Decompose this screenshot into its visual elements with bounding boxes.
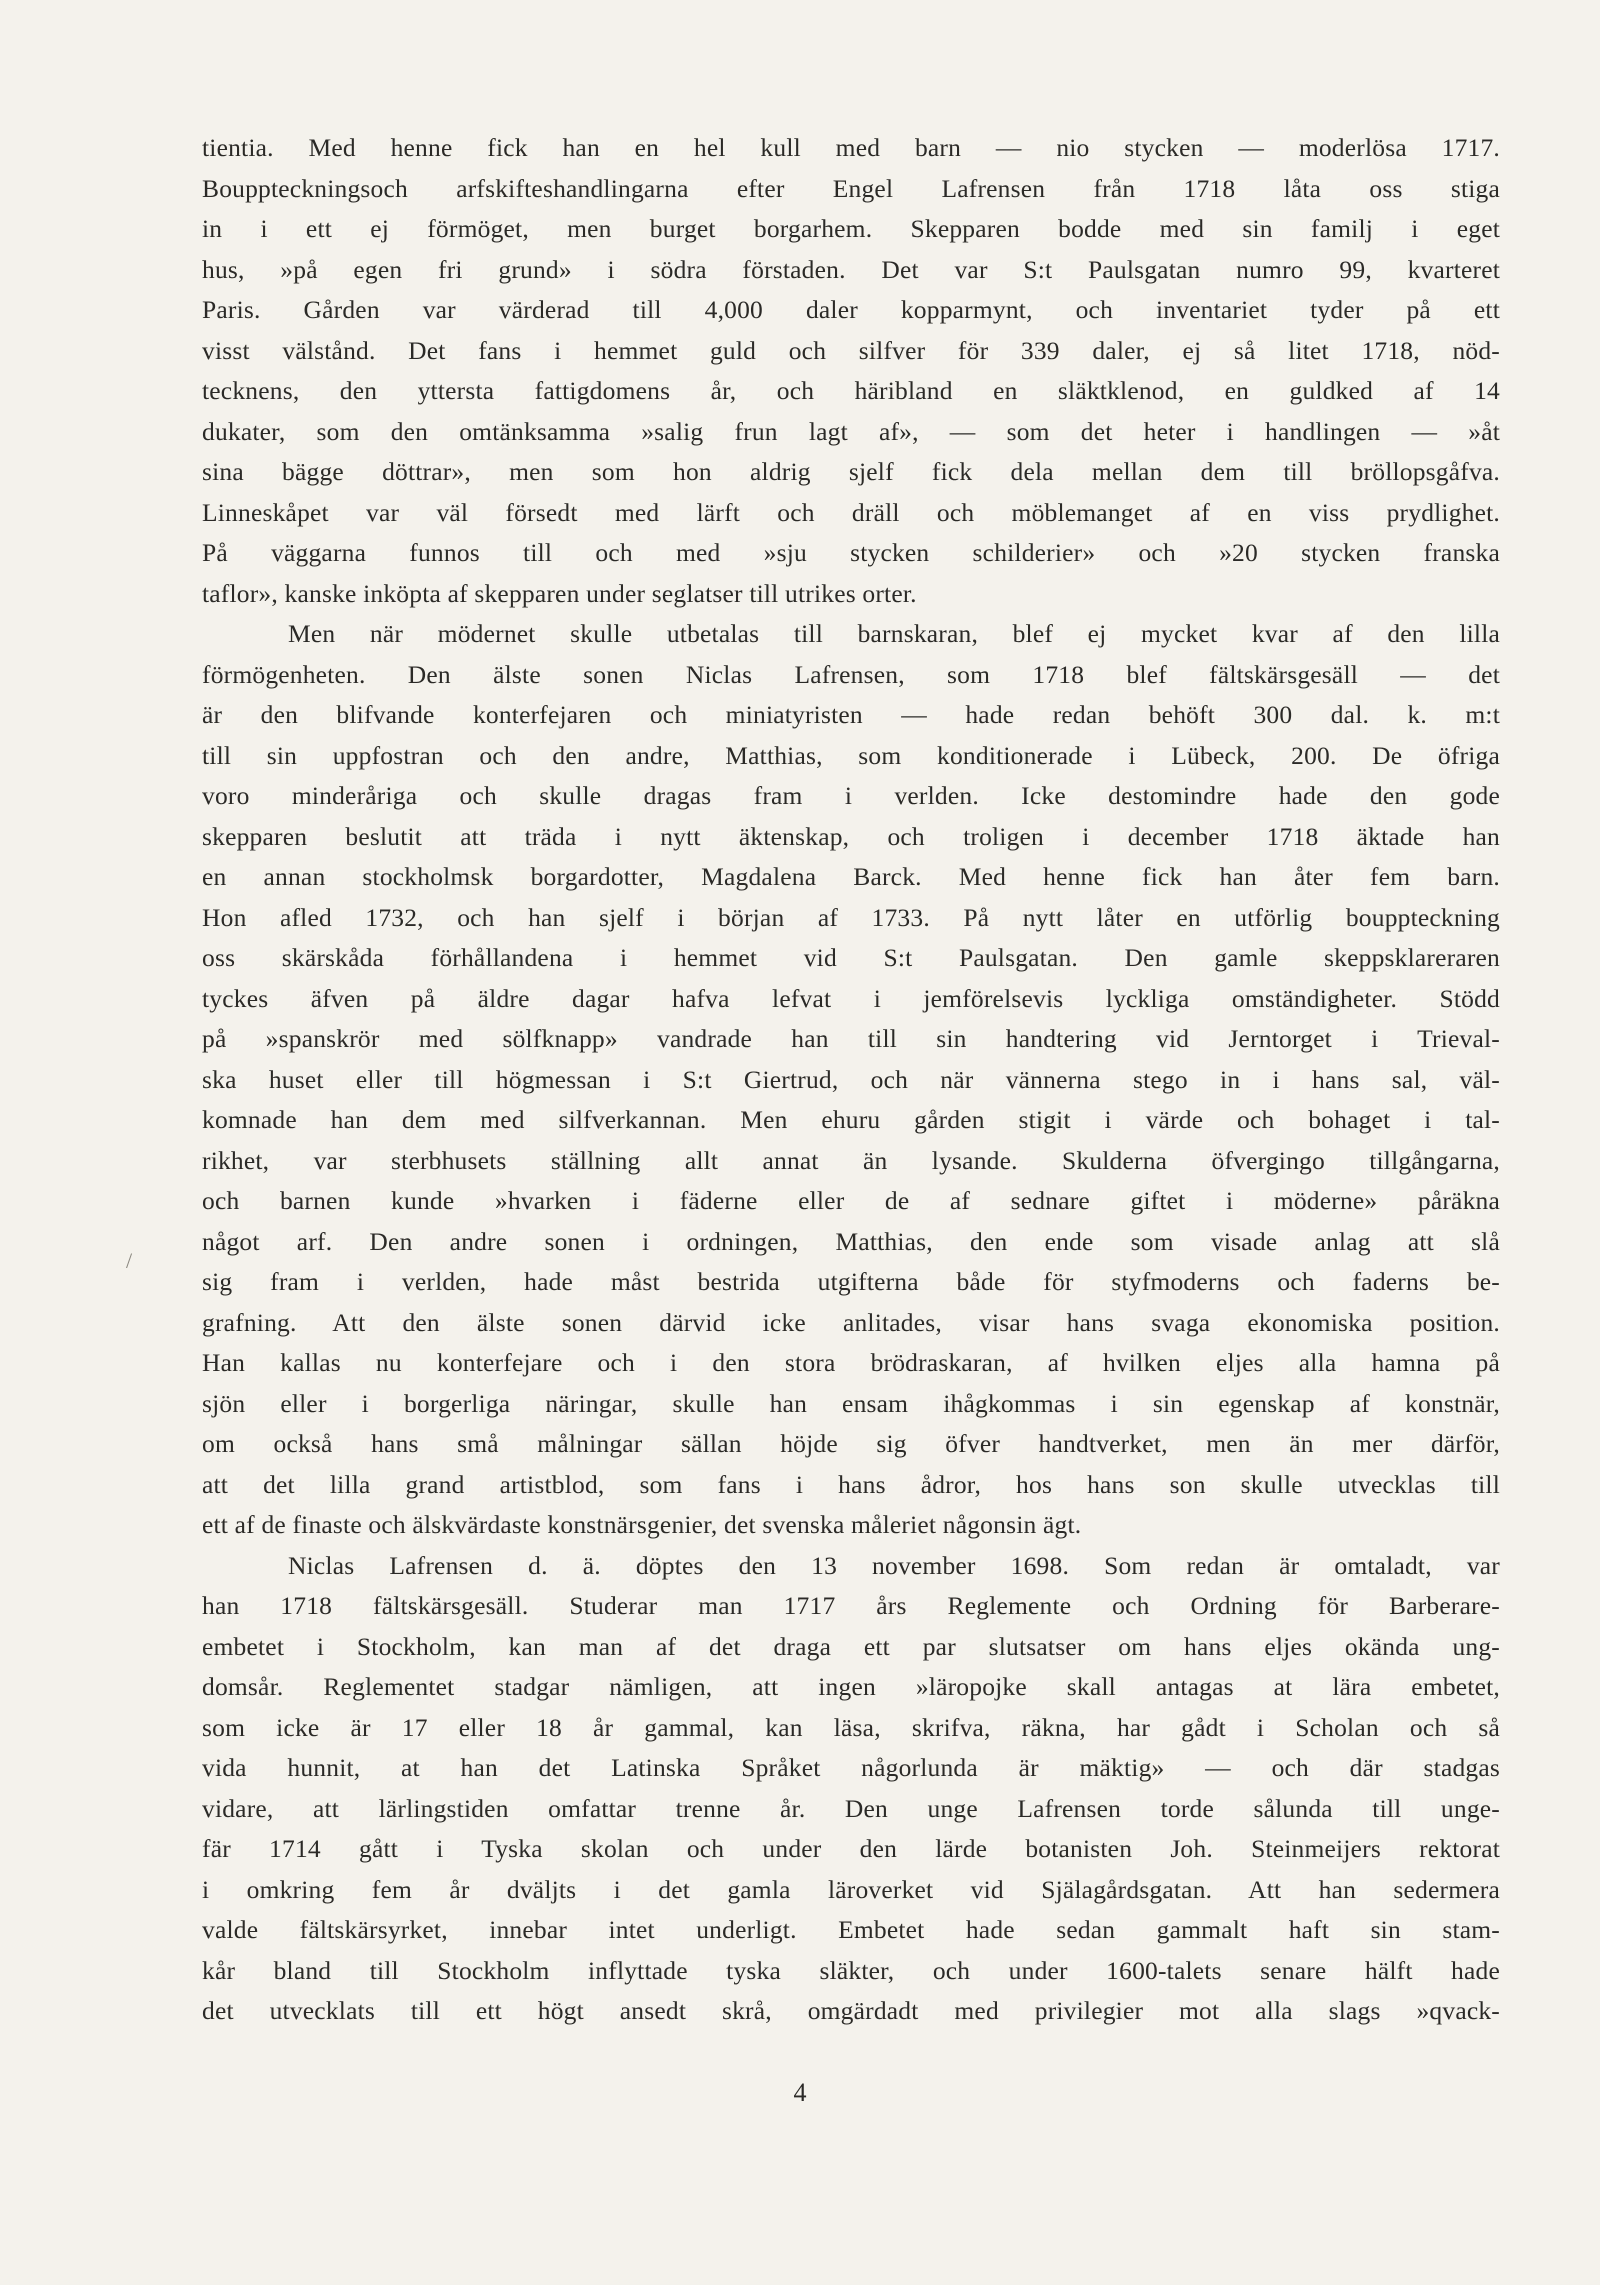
text-line: dukater, som den omtänksamma »salig frun lagt af», — som det heter i handlingen — »åt — [202, 416, 1500, 446]
text-line: voro minderåriga och skulle dragas fram i verlden. Icke destomindre hade den gode — [202, 781, 1500, 810]
text-line: ska huset eller till högmessan i S:t Giertrud, och när vännerna stego in i hans sal, väl- — [202, 1064, 1500, 1094]
text-line: Men när mödernet skulle utbetalas till barnskaran, blef ej mycket kvar af den lilla — [288, 619, 1500, 648]
margin-mark: / — [126, 1248, 133, 1273]
text-line: tyckes äfven på äldre dagar hafva lefvat i jemförelsevis lyckliga omständigheter. Stödd — [202, 983, 1500, 1013]
text-line: att det lilla grand artistblod, som fans i hans ådror, hos hans son skulle utvecklas till — [202, 1469, 1500, 1499]
text-line: tientia. Med henne fick han en hel kull med barn — nio stycken — moderlösa 1717. — [202, 133, 1500, 162]
text-line: embetet i Stockholm, kan man af det draga ett par slutsatser om hans eljes okända ung- — [202, 1631, 1500, 1661]
text-line: På väggarna funnos till och med »sju stycken schilderier» och »20 stycken franska — [202, 538, 1500, 567]
text-line: han 1718 fältskärsgesäll. Studerar man 1717 års Reglemente och Ordning för Barberare- — [202, 1591, 1500, 1620]
page-number: 4 — [793, 2078, 807, 2107]
text-line: förmögenheten. Den älste sonen Niclas Lafrensen, som 1718 blef fältskärsgesäll — det — [202, 659, 1500, 689]
text-line: oss skärskåda förhållandena i hemmet vid S:t Paulsgatan. Den gamle skeppsklareraren — [202, 943, 1500, 972]
text-line: valde fältskärsyrket, innebar intet underligt. Embetet hade sedan gammalt haft sin stam- — [202, 1915, 1500, 1944]
text-line: det utvecklats till ett högt ansedt skrå, omgärdadt med privilegier mot alla slags »qvack- — [202, 1996, 1500, 2025]
text-line: rikhet, var sterbhusets ställning allt annat än lysande. Skulderna öfvergingo tillgångarna, — [202, 1145, 1500, 1175]
text-line: grafning. Att den älste sonen därvid icke anlitades, visar hans svaga ekonomiska position. — [202, 1307, 1500, 1337]
text-line: på »spanskrör med sölfknapp» vandrade han till sin handtering vid Jerntorget i Trieval- — [202, 1024, 1500, 1053]
text-line: Niclas Lafrensen d. ä. döptes den 13 november 1698. Som redan är omtaladt, var — [288, 1550, 1500, 1580]
text-line: är den blifvande konterfejaren och miniatyristen — hade redan behöft 300 dal. k. m:t — [202, 700, 1500, 729]
text-line: i omkring fem år dväljts i det gamla läroverket vid Själagårdsgatan. Att han sedermera — [202, 1874, 1500, 1904]
text-line: domsår. Reglementet stadgar nämligen, att ingen »läropojke skall antagas at lära embetet, — [202, 1672, 1500, 1701]
text-line: kår bland till Stockholm inflyttade tyska släkter, och under 1600-talets senare hälft hade — [202, 1955, 1500, 1985]
text-line: och barnen kunde »hvarken i fäderne eller de af sednare giftet i möderne» påräkna — [202, 1186, 1500, 1215]
text-line: skepparen beslutit att träda i nytt äktenskap, och troligen i december 1718 äktade han — [202, 821, 1500, 851]
text-line: Hon afled 1732, och han sjelf i början af 1733. På nytt låter en utförlig bouppteckning — [202, 902, 1500, 932]
text-line: taflor», kanske inköpta af skepparen under seglatser till utrikes orter. — [202, 578, 917, 608]
text-line: något arf. Den andre sonen i ordningen, Matthias, den ende som visade anlag att slå — [202, 1226, 1500, 1256]
text-line: en annan stockholmsk borgardotter, Magdalena Barck. Med henne fick han åter fem barn. — [202, 862, 1500, 891]
text-line: Bouppteckningsoch arfskifteshandlingarna efter Engel Lafrensen från 1718 låta oss stiga — [202, 173, 1500, 203]
text-line: sig fram i verlden, hade måst bestrida utgifterna både för styfmoderns och faderns be- — [202, 1267, 1500, 1296]
text-line: till sin uppfostran och den andre, Matthias, som konditionerade i Lübeck, 200. De öfriga — [202, 740, 1500, 770]
text-line: om också hans små målningar sällan höjde sig öfver handtverket, men än mer därför, — [202, 1429, 1500, 1458]
text-line: hus, »på egen fri grund» i södra förstaden. Det var S:t Paulsgatan numro 99, kvarteret — [202, 254, 1500, 284]
text-line: Han kallas nu konterfejare och i den stora brödraskaran, af hvilken eljes alla hamna på — [202, 1348, 1500, 1377]
text-line: Paris. Gården var värderad till 4,000 daler kopparmynt, och inventariet tyder på ett — [202, 295, 1500, 324]
text-line: vidare, att lärlingstiden omfattar trenne år. Den unge Lafrensen torde sålunda till unge- — [202, 1793, 1500, 1823]
text-line: som icke är 17 eller 18 år gammal, kan läsa, skrifva, räkna, har gådt i Scholan och så — [202, 1712, 1500, 1742]
text-line: komnade han dem med silfverkannan. Men ehuru gården stigit i värde och bohaget i tal- — [202, 1105, 1500, 1134]
text-line: sina bägge döttrar», men som hon aldrig sjelf fick dela mellan dem till bröllopsgåfva. — [202, 457, 1500, 486]
text-line: visst välstånd. Det fans i hemmet guld och silfver för 339 daler, ej så litet 1718, nöd- — [202, 335, 1500, 365]
text-line: sjön eller i borgerliga näringar, skulle han ensam ihågkommas i sin egenskap af konstnär, — [202, 1388, 1500, 1418]
text-line: tecknens, den yttersta fattigdomens år, och häribland en släktklenod, en guldked af 14 — [202, 376, 1500, 405]
text-line: Linneskåpet var väl försedt med lärft och dräll och möblemanget af en viss prydlighet. — [202, 497, 1500, 527]
text-line: fär 1714 gått i Tyska skolan och under den lärde botanisten Joh. Steinmeijers rektorat — [202, 1834, 1500, 1863]
text-line: in i ett ej förmöget, men burget borgarhem. Skepparen bodde med sin familj i eget — [202, 214, 1500, 243]
body-text — [202, 128, 1500, 2032]
text-line: ett af de finaste och älskvärdaste konstnärsgenier, det svenska måleriet någonsin ägt. — [202, 1510, 1082, 1539]
text-line: vida hunnit, at han det Latinska Språket någorlunda är mäktig» — och där stadgas — [202, 1753, 1500, 1782]
